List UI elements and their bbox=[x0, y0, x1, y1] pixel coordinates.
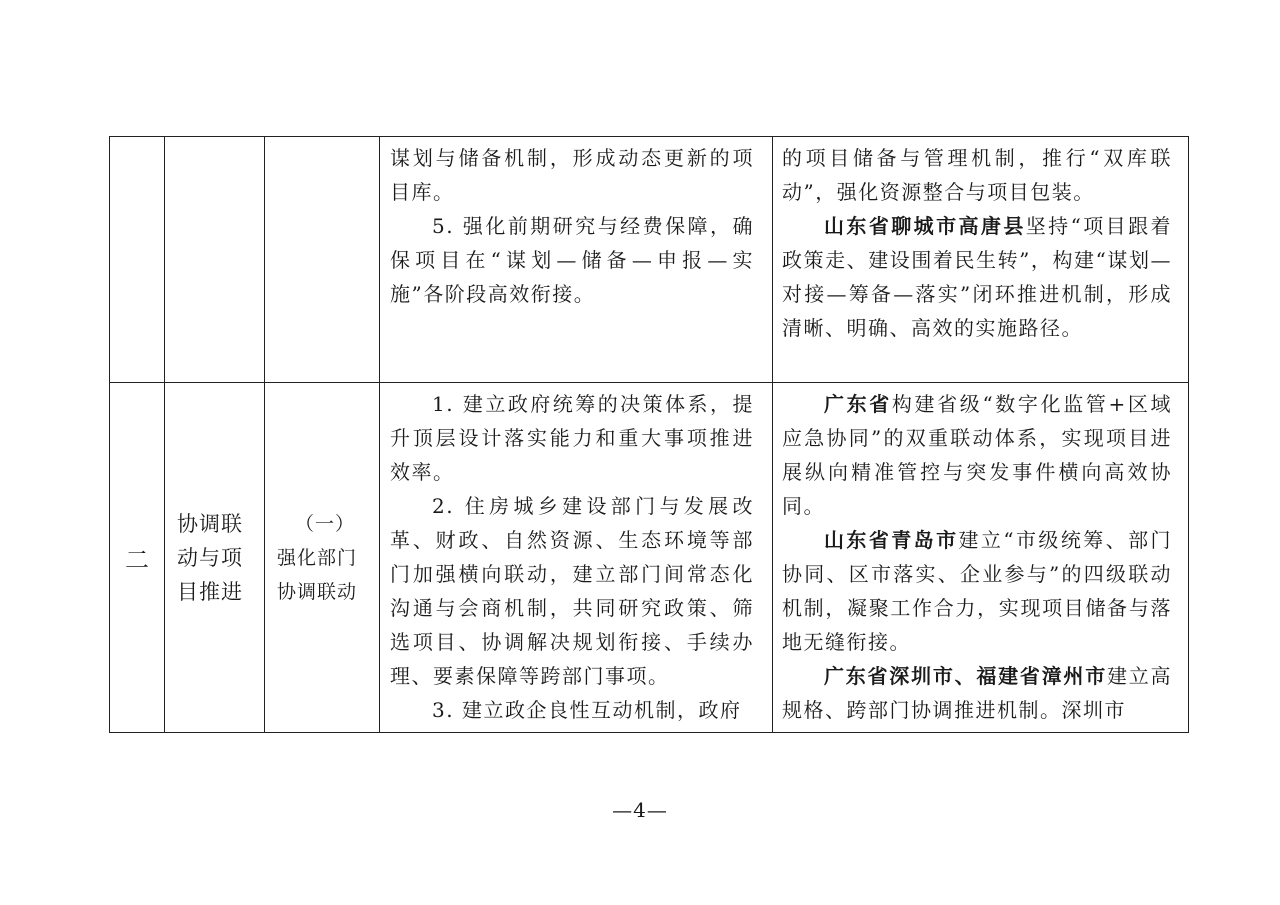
example-region: 山东省聊城市高唐县 bbox=[824, 214, 1026, 238]
examples-cell bbox=[773, 383, 1189, 733]
example-region: 山东省青岛市 bbox=[824, 528, 959, 552]
example-text: 构建省级“数字化监管+区域应急协同”的双重联动体系，实现项目进展纵向精准管控与突发事件横向高效协同。 bbox=[782, 392, 1173, 518]
measure-item-1: 1. 建立政府统筹的决策体系，提升顶层设计落实能力和重大事项推进效率。 bbox=[390, 392, 754, 484]
seq-cell bbox=[110, 137, 165, 383]
subcategory-cell bbox=[265, 383, 380, 733]
example-shenzhen-zhangzhou bbox=[782, 659, 1172, 727]
page-number: —4— bbox=[612, 798, 668, 822]
example-text: 建立高规格、跨部门协调推进机制。深圳市 bbox=[782, 664, 1173, 722]
measure-item-5: 5. 强化前期研究与经费保障，确保项目在“谋划—储备—申报—实施”各阶段高效衔接。 bbox=[390, 214, 754, 306]
measures-cell bbox=[380, 137, 773, 383]
table-row bbox=[110, 137, 1189, 383]
example-continuation: 的项目储备与管理机制，推行“双库联动”，强化资源整合与项目包装。 bbox=[782, 146, 1172, 204]
example-gaotang bbox=[782, 209, 1172, 345]
table-row bbox=[110, 383, 1189, 733]
example-guangdong bbox=[782, 387, 1172, 523]
example-region: 广东省 bbox=[824, 392, 892, 416]
subcategory-prefix: （一） bbox=[295, 512, 356, 535]
example-text: 坚持“项目跟着政策走、建设围着民生转”，构建“谋划—对接—筹备—落实”闭环推进机制，形成清晰、明确、高效的实施路径。 bbox=[782, 214, 1172, 340]
subcategory-text: 强化部门协调联动 bbox=[277, 546, 358, 603]
subcategory-label bbox=[265, 507, 379, 609]
example-text: 建立“市级统筹、部门协同、区市落实、企业参与”的四级联动机制，凝聚工作合力，实现项目储备与落地无缝衔接。 bbox=[782, 528, 1172, 654]
category-cell bbox=[165, 383, 265, 733]
seq-cell: 二 bbox=[110, 383, 165, 733]
example-region: 广东省深圳市、福建省漳州市 bbox=[824, 664, 1107, 688]
category-label: 协调联动与项目推进 bbox=[177, 511, 243, 604]
measure-item-3: 3. 建立政企良性互动机制，政府 bbox=[432, 698, 742, 722]
examples-cell bbox=[773, 137, 1189, 383]
category-cell bbox=[165, 137, 265, 383]
measure-item-2: 2. 住房城乡建设部门与发展改革、财政、自然资源、生态环境等部门加强横向联动，建立部门间常态化沟通与会商机制，共同研究政策、筛选项目、协调解决规划衔接、手续办理、要素保障等跨部门事项。 bbox=[390, 494, 754, 688]
measure-continuation: 谋划与储备机制，形成动态更新的项目库。 bbox=[390, 146, 754, 204]
example-qingdao bbox=[782, 523, 1172, 659]
policy-table bbox=[109, 136, 1189, 733]
measures-cell bbox=[380, 383, 773, 733]
subcategory-cell bbox=[265, 137, 380, 383]
